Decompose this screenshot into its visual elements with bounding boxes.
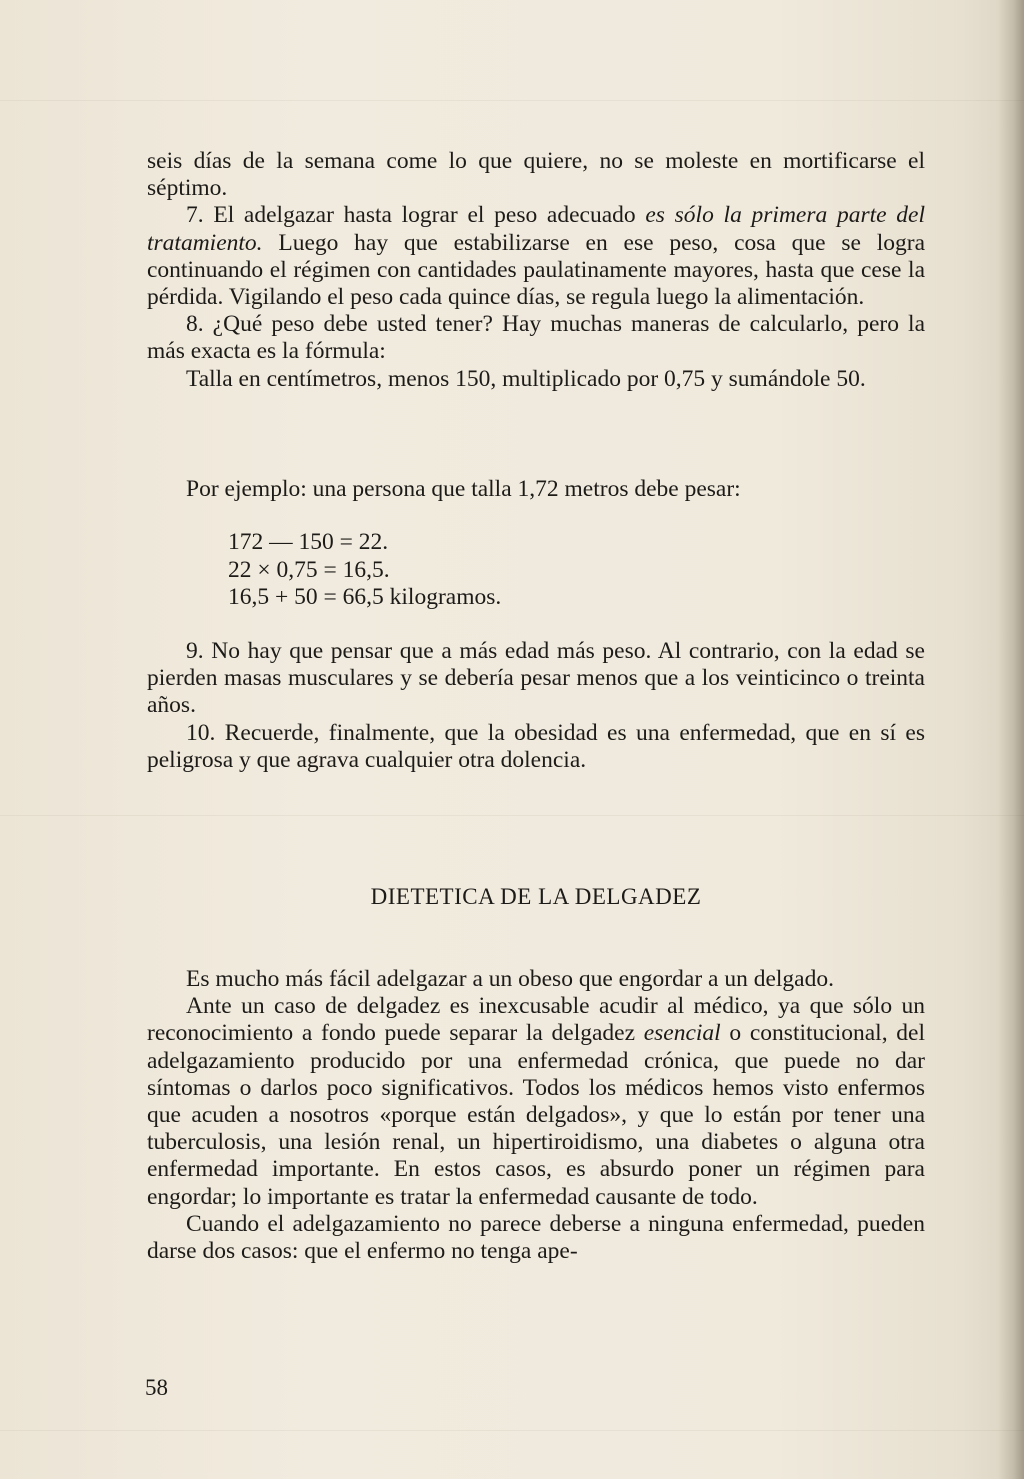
paper-texture-line [0, 100, 1024, 101]
paragraph-text: o constitucional, del adelgazamiento producido por una enfermedad crónica, que puede no dar síntomas o darlos poco significativos. Todos los médicos hemos visto enfermos que acuden a nosotros «porque están delgados», y que lo están por tener una tuberculosis, una lesión renal, un hipertiroidismo, una diabetes o alguna otra enfermedad importante. En estos casos, es absurdo poner un régimen para engordar; lo importante es tratar la enfermedad causante de todo. [147, 1020, 925, 1210]
calculation-line: 22 × 0,75 = 16,5. [228, 556, 390, 583]
paragraph-text: Ante un caso de delgadez es inexcusable acudir al médico, ya que sólo un reconocimiento a fondo puede separar la delgadez [147, 993, 925, 1047]
section-heading: DIETETICA DE LA DELGADEZ [370, 884, 702, 909]
paragraph-point-9: 9. No hay que pensar que a más edad más peso. Al contrario, con la edad se pierden masas musculares y se debería pesar menos que a los veinticinco o treinta años. [147, 638, 925, 719]
paragraph-italic-text: es sólo la primera parte del tratamiento. [147, 202, 925, 256]
paragraph-italic-text: esencial [643, 1020, 721, 1047]
page-number: 58 [145, 1375, 168, 1400]
middle-paragraphs [147, 638, 925, 774]
paragraph-point-10: 10. Recuerde, finalmente, que la obesidad es una enfermedad, que en sí es peligrosa y que agrava cualquier otra dolencia. [147, 719, 925, 773]
calculation [228, 529, 501, 612]
paper-texture-line [0, 815, 1024, 816]
paragraph-point-8: 8. ¿Qué peso debe usted tener? Hay muchas maneras de calcularlo, pero la más exacta es la fórmula: [147, 311, 925, 365]
example-intro: Por ejemplo: una persona que talla 1,72 metros debe pesar: [186, 476, 741, 502]
binding-shadow [998, 0, 1024, 1479]
example-block [147, 476, 925, 503]
calculation-line: 172 — 150 = 22. [228, 529, 389, 555]
paragraph-formula: Talla en centímetros, menos 150, multiplicado por 0,75 y sumándole 50. [186, 365, 866, 392]
paragraph-text: Luego hay que estabilizarse en ese peso, cosa que se logra continuando el régimen con cantidades paulatinamente mayores, hasta que cese la pérdida. Vigilando el peso cada quince días, se regula luego la alimentación. [147, 229, 925, 311]
paragraph-text: 7. El adelgazar hasta lograr el peso adecuado [186, 202, 646, 229]
calculation-line: 16,5 + 50 = 66,5 kilogramos. [228, 584, 502, 610]
top-paragraphs [147, 148, 925, 393]
paragraph-continuation: seis días de la semana come lo que quiere, no se moleste en mortificarse el séptimo. [147, 148, 925, 202]
paper-texture-line [0, 1430, 1024, 1431]
bottom-paragraphs [147, 966, 925, 1265]
paragraph-point-7 [147, 202, 925, 311]
paragraph: Cuando el adelgazamiento no parece deberse a ninguna enfermedad, pueden darse dos casos: que el enfermo no tenga ape- [147, 1210, 925, 1265]
paragraph: Es mucho más fácil adelgazar a un obeso que engordar a un delgado. [186, 966, 834, 992]
paragraph [147, 993, 925, 1211]
